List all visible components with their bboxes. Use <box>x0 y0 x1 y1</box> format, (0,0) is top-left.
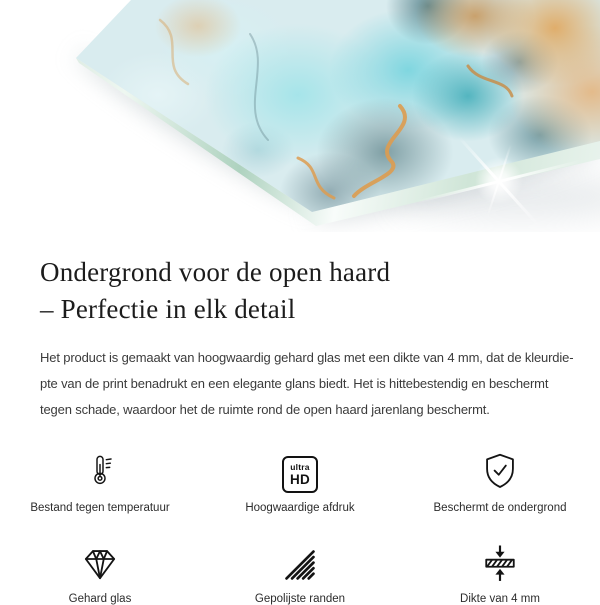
features-grid <box>0 445 600 605</box>
page-title-line1: Ondergrond voor de open haard <box>40 254 560 291</box>
sparkle-glow <box>475 157 523 205</box>
description-line: pte van de print benadrukt en een elegante glans biedt. Het is hittebestendig en beschermt <box>40 371 560 397</box>
feature-label: Gehard glas <box>69 593 132 605</box>
polished-edges-icon <box>280 536 320 584</box>
feature-polished-edges <box>200 536 400 605</box>
feature-tempered-glass <box>0 536 200 605</box>
feature-thickness <box>400 536 600 605</box>
page-title-line2: – Perfectie in elk detail <box>40 291 560 328</box>
feature-label: Hoogwaardige afdruk <box>245 502 354 514</box>
ultra-hd-badge <box>282 456 318 493</box>
page-title <box>40 254 560 328</box>
feature-protects-surface <box>400 445 600 514</box>
description-line: tegen schade, waardoor het de ruimte rond de open haard jarenlang beschermt. <box>40 397 560 423</box>
description-line: Het product is gemaakt van hoogwaardig gehard glas met een dikte van 4 mm, dat de kleurdie- <box>40 345 560 371</box>
ultra-hd-icon <box>282 445 318 493</box>
thermometer-icon <box>84 445 116 493</box>
diamond-icon <box>79 536 121 584</box>
ultra-hd-badge-top: ultra <box>290 463 309 472</box>
feature-print-quality <box>200 445 400 514</box>
feature-label: Bestand tegen temperatuur <box>30 502 169 514</box>
feature-label: Beschermt de ondergrond <box>434 502 567 514</box>
feature-label: Gepolijste randen <box>255 593 345 605</box>
feature-temperature <box>0 445 200 514</box>
thickness-icon <box>480 536 520 584</box>
product-hero-image <box>0 0 600 232</box>
shield-check-icon <box>480 445 520 493</box>
product-copy <box>0 254 600 605</box>
product-description <box>40 345 560 423</box>
ultra-hd-badge-bottom: HD <box>290 473 310 487</box>
feature-label: Dikte van 4 mm <box>460 593 540 605</box>
